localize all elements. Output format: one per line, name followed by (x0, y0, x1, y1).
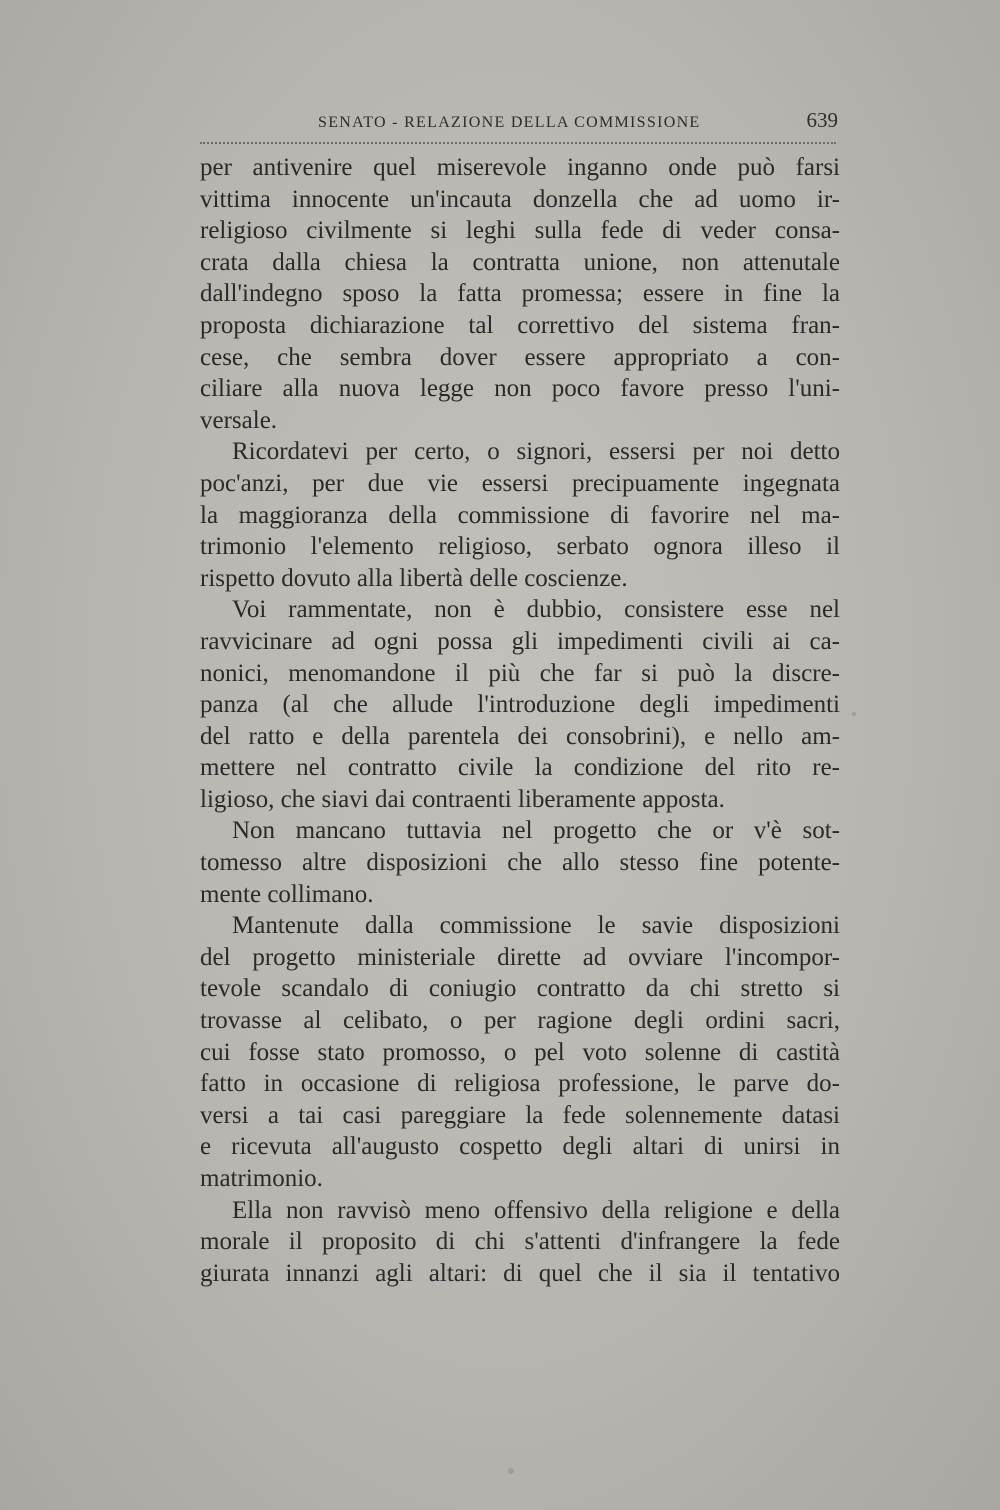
text-line: ravvicinare ad ogni possa gli impedimenti civili ai ca- (200, 627, 840, 655)
paper-smudge (508, 1468, 514, 1474)
paragraph (200, 1195, 840, 1290)
text-line: morale il proposito di chi s'attenti d'infrangere la fede (200, 1228, 840, 1256)
text-line: panza (al che allude l'introduzione degli impedimenti (200, 691, 840, 719)
text-line: dall'indegno sposo la fatta promessa; essere in fine la (200, 280, 840, 308)
text-line: Non mancano tuttavia nel progetto che or v'è sot- (232, 817, 840, 845)
text-line: tevole scandalo di coniugio contratto da chi stretto si (200, 975, 840, 1003)
text-line: la maggioranza della commissione di favorire nel ma- (200, 501, 840, 529)
paragraph (200, 910, 840, 1194)
text-line: nonici, menomandone il più che far si può la discre- (200, 659, 840, 687)
paragraph (200, 436, 840, 594)
text-line: tomesso altre disposizioni che allo stesso fine potente- (200, 849, 840, 877)
text-line: mettere nel contratto civile la condizione del rito re- (200, 754, 840, 782)
text-line: del ratto e della parentela dei consobrini), e nello am- (200, 722, 840, 750)
text-line: Voi rammentate, non è dubbio, consistere esse nel (232, 596, 840, 624)
text-line: versale. (200, 406, 278, 434)
text-line: del progetto ministeriale dirette ad ovviare l'incompor- (200, 943, 840, 971)
body-text (200, 152, 840, 1289)
text-line: per antivenire quel miserevole inganno onde può farsi (200, 154, 840, 181)
text-line: e ricevuta all'augusto cospetto degli altari di unirsi in (200, 1133, 840, 1161)
page-number: 639 (806, 108, 838, 132)
header-dotted-rule (200, 142, 836, 144)
text-line: cui fosse stato promosso, o pel voto solenne di castità (200, 1038, 840, 1066)
text-line: poc'anzi, per due vie essersi precipuamente ingegnata (200, 469, 840, 497)
running-title: SENATO - RELAZIONE DELLA COMMISSIONE (318, 114, 701, 131)
paper-smudge (852, 712, 856, 716)
text-line: giurata innanzi agli altari: di quel che il sia il tentativo (200, 1259, 840, 1287)
text-line: Mantenute dalla commissione le savie disposizioni (232, 912, 840, 940)
text-line: matrimonio. (200, 1165, 323, 1192)
text-line: ligioso, che siavi dai contraenti liberamente apposta. (200, 785, 725, 813)
text-line: rispetto dovuto alla libertà delle coscienze. (200, 564, 628, 592)
text-line: trimonio l'elemento religioso, serbato ognora illeso il (200, 533, 840, 561)
text-line: religioso civilmente si leghi sulla fede di veder consa- (200, 217, 840, 245)
text-line: ciliare alla nuova legge non poco favore presso l'uni- (200, 375, 840, 403)
text-line: versi a tai casi pareggiare la fede solennemente datasi (200, 1101, 840, 1129)
running-head (200, 106, 840, 146)
text-line: fatto in occasione di religiosa professione, le parve do- (200, 1070, 840, 1098)
text-line: mente collimano. (200, 880, 374, 908)
text-line: cese, che sembra dover essere appropriato a con- (200, 343, 840, 371)
text-line: Ella non ravvisò meno offensivo della religione e della (232, 1196, 840, 1224)
paragraph (200, 594, 840, 815)
text-line: Ricordatevi per certo, o signori, essersi per noi detto (232, 438, 840, 466)
text-line: trovasse al celibato, o per ragione degli ordini sacri, (200, 1007, 840, 1035)
paragraph (200, 152, 840, 436)
text-line: crata dalla chiesa la contratta unione, non attenutale (200, 248, 840, 276)
paragraph (200, 815, 840, 910)
text-line: vittima innocente un'incauta donzella che ad uomo ir- (200, 185, 840, 213)
text-line: proposta dichiarazione tal correttivo del sistema fran- (200, 311, 840, 339)
